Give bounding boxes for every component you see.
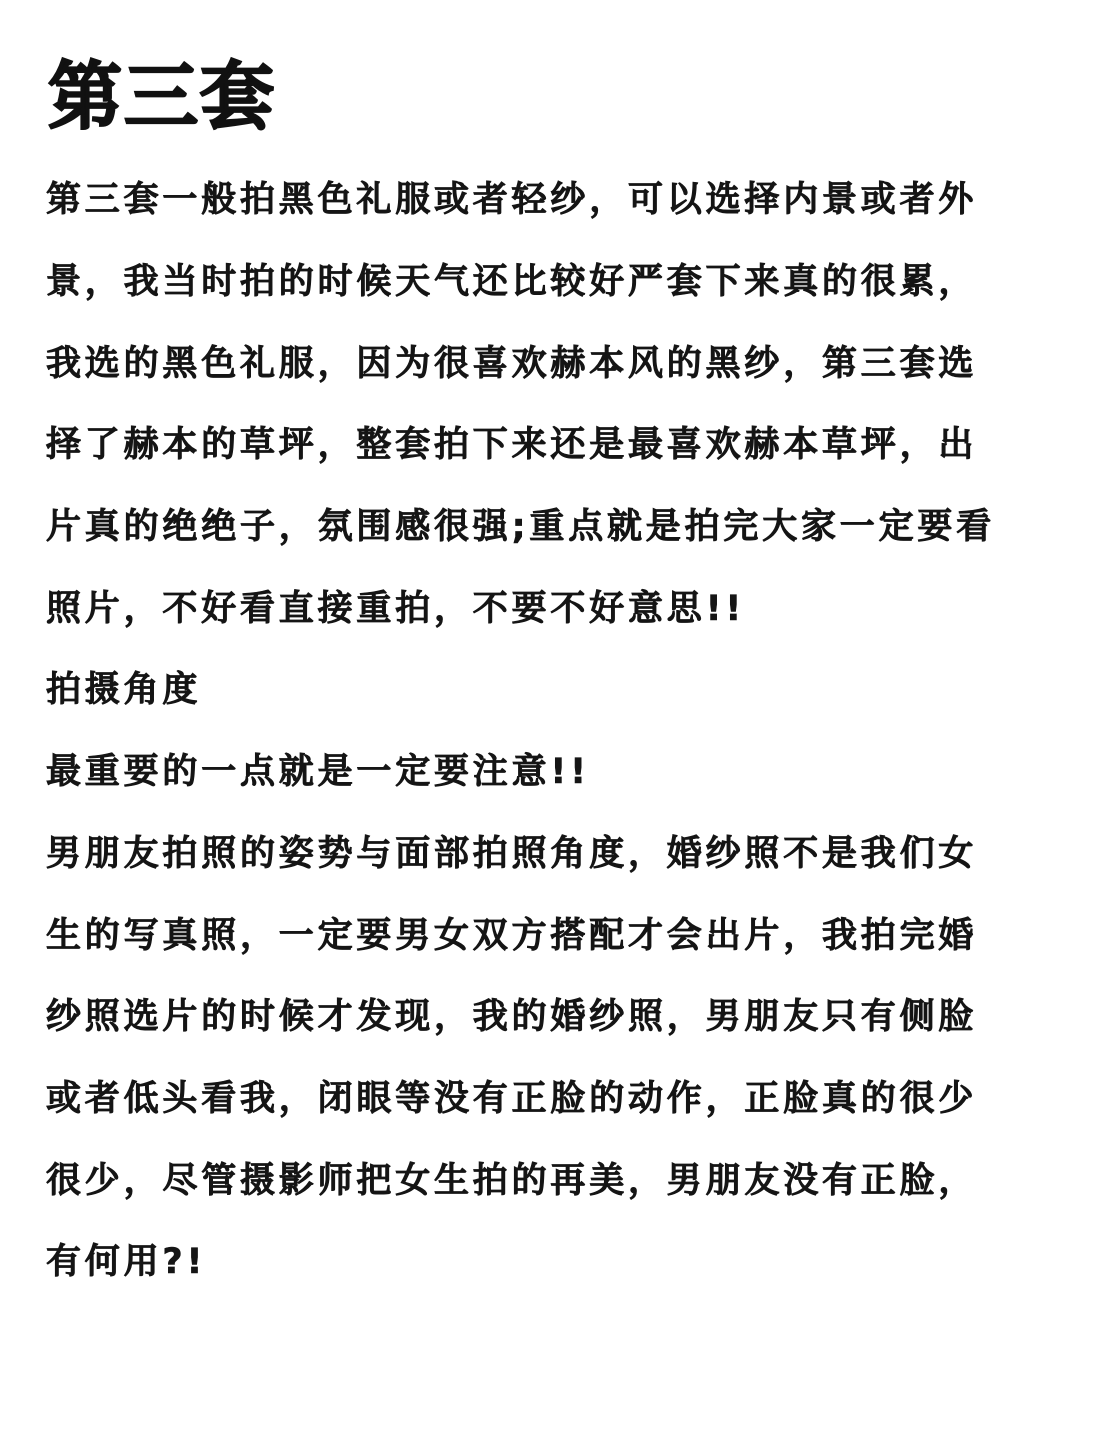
paragraph-line: 很少，尽管摄影师把女生拍的再美，男朋友没有正脸， <box>46 1161 978 1201</box>
paragraph-line: 第三套一般拍黑色礼服或者轻纱，可以选择内景或者外 <box>46 180 978 220</box>
page-title: 第三套 <box>48 54 276 140</box>
section-heading: 拍摄角度 <box>46 670 202 710</box>
paragraph-line: 或者低头看我，闭眼等没有正脸的动作，正脸真的很少 <box>46 1079 978 1119</box>
emphasis-line: 最重要的一点就是一定要注意!! <box>46 752 590 792</box>
paragraph-line: 景，我当时拍的时候天气还比较好严套下来真的很累， <box>46 262 978 302</box>
paragraph-line: 照片，不好看直接重拍，不要不好意思!! <box>46 589 746 629</box>
paragraph-line: 有何用?! <box>46 1242 207 1282</box>
paragraph-line: 择了赫本的草坪，整套拍下来还是最喜欢赫本草坪，出 <box>46 425 978 465</box>
paragraph-line: 男朋友拍照的姿势与面部拍照角度，婚纱照不是我们女 <box>46 834 978 874</box>
paragraph-line: 我选的黑色礼服，因为很喜欢赫本风的黑纱，第三套选 <box>46 344 978 384</box>
paragraph-line: 片真的绝绝子，氛围感很强;重点就是拍完大家一定要看 <box>46 507 995 547</box>
paragraph-line: 纱照选片的时候才发现，我的婚纱照，男朋友只有侧脸 <box>46 997 978 1037</box>
paragraph-line: 生的写真照，一定要男女双方搭配才会出片，我拍完婚 <box>46 916 978 956</box>
